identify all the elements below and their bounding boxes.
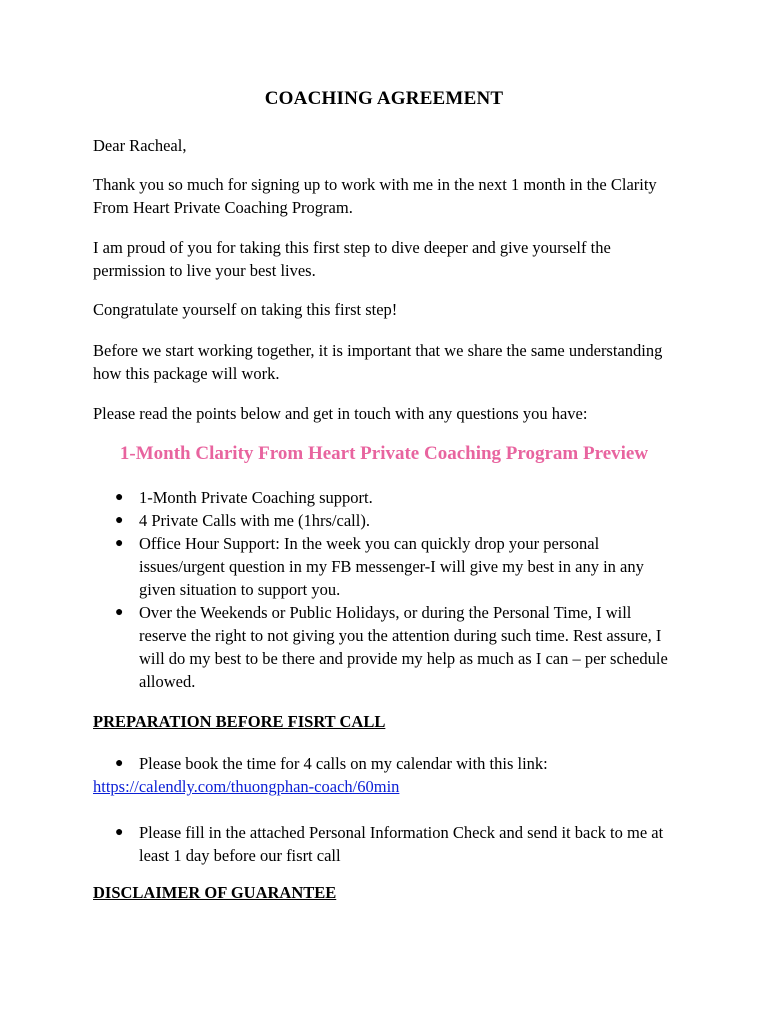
- bullet-icon: ●: [115, 605, 124, 620]
- paragraph-congratulate: Congratulate yourself on taking this first step!: [93, 300, 398, 319]
- greeting: Dear Racheal,: [93, 136, 187, 155]
- preparation-heading: PREPARATION BEFORE FISRT CALL: [93, 712, 386, 731]
- list-item-text: Office Hour Support: In the week you can quickly drop your personal issues/urgent question in my FB messenger-I will give my best in any in any given situation to support you.: [139, 534, 644, 599]
- list-item: [93, 486, 683, 509]
- bullet-icon: ●: [115, 825, 124, 840]
- paragraph-thank-you: Thank you so much for signing up to work with me in the next 1 month in the Clarity From Heart Private Coaching Program.: [93, 175, 657, 217]
- list-item-text: 1-Month Private Coaching support.: [139, 488, 373, 507]
- list-item: [93, 532, 683, 601]
- list-item-text: Over the Weekends or Public Holidays, or during the Personal Time, I will reserve the right to not giving you the attention during such time. Rest assure, I will do my best to be there and provide my help as much as I can – per schedule allowed.: [139, 603, 668, 691]
- program-preview-heading: 1-Month Clarity From Heart Private Coaching Program Preview: [119, 443, 649, 464]
- paragraph-before-start: Before we start working together, it is important that we share the same understanding how this package will work.: [93, 341, 663, 383]
- program-items-list: [93, 486, 683, 693]
- paragraph-proud: I am proud of you for taking this first step to dive deeper and give yourself the permission to live your best lives.: [93, 238, 611, 280]
- calendly-link[interactable]: https://calendly.com/thuongphan-coach/60min: [93, 777, 400, 796]
- list-item: [93, 601, 683, 693]
- list-item: [93, 752, 683, 775]
- disclaimer-heading: DISCLAIMER OF GUARANTEE: [93, 883, 337, 902]
- preparation-list-1: [93, 752, 683, 775]
- bullet-icon: ●: [115, 490, 124, 505]
- list-item-text: 4 Private Calls with me (1hrs/call).: [139, 511, 370, 530]
- bullet-icon: ●: [115, 756, 124, 771]
- list-item: [93, 509, 683, 532]
- document-title: COACHING AGREEMENT: [264, 88, 504, 109]
- preparation-list-2: [93, 821, 683, 867]
- bullet-icon: ●: [115, 536, 124, 551]
- list-item-text: Please book the time for 4 calls on my calendar with this link:: [139, 754, 548, 773]
- list-item: [93, 821, 683, 867]
- paragraph-read-points: Please read the points below and get in touch with any questions you have:: [93, 404, 588, 423]
- bullet-icon: ●: [115, 513, 124, 528]
- list-item-text: Please fill in the attached Personal Information Check and send it back to me at least 1 day before our fisrt call: [139, 823, 664, 865]
